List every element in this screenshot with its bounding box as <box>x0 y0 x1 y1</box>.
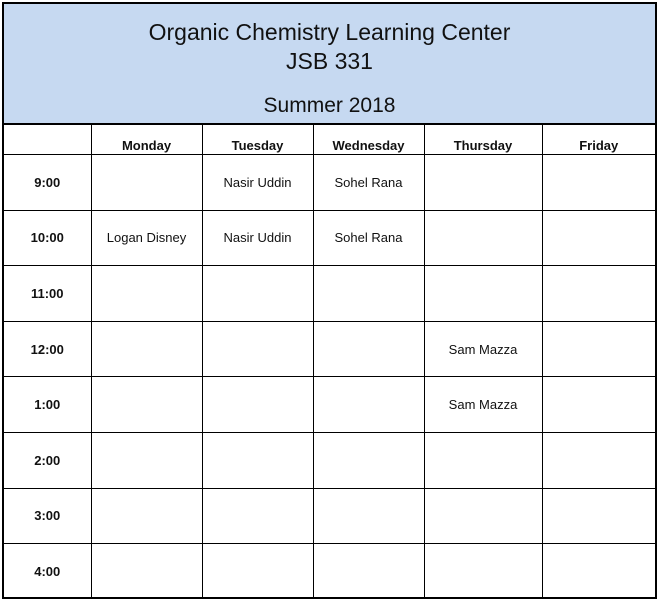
schedule-cell <box>202 321 313 377</box>
schedule-cell <box>202 377 313 433</box>
schedule-cell <box>91 321 202 377</box>
schedule-cell <box>91 432 202 488</box>
time-slot-label: 10:00 <box>4 210 91 266</box>
table-row <box>4 377 655 433</box>
schedule-cell: Nasir Uddin <box>202 155 313 211</box>
schedule-cell <box>424 488 542 544</box>
schedule-cell <box>313 544 424 600</box>
day-header-thursday: Thursday <box>424 125 542 155</box>
schedule-cell <box>313 377 424 433</box>
schedule-cell <box>424 432 542 488</box>
schedule-cell: Sam Mazza <box>424 377 542 433</box>
schedule-cell <box>313 321 424 377</box>
schedule-cell <box>202 432 313 488</box>
schedule-cell <box>424 155 542 211</box>
schedule-cell: Nasir Uddin <box>202 210 313 266</box>
schedule-cell <box>202 488 313 544</box>
time-slot-label: 3:00 <box>4 488 91 544</box>
table-row <box>4 432 655 488</box>
time-slot-label: 4:00 <box>4 544 91 600</box>
schedule-cell <box>542 544 655 600</box>
time-slot-label: 12:00 <box>4 321 91 377</box>
schedule-cell: Logan Disney <box>91 210 202 266</box>
schedule-cell <box>542 155 655 211</box>
schedule-cell <box>91 155 202 211</box>
day-header-wednesday: Wednesday <box>313 125 424 155</box>
center-title: Organic Chemistry Learning Center <box>148 19 511 45</box>
day-header-friday: Friday <box>542 125 655 155</box>
term-label: Summer 2018 <box>263 94 396 117</box>
day-header-row <box>4 125 655 155</box>
schedule-cell <box>424 210 542 266</box>
corner-cell <box>4 125 91 155</box>
schedule-cell <box>542 321 655 377</box>
schedule-cell <box>542 210 655 266</box>
schedule-cell <box>313 488 424 544</box>
schedule-cell <box>91 488 202 544</box>
schedule-cell <box>202 266 313 322</box>
schedule-cell <box>424 544 542 600</box>
room-label: JSB 331 <box>286 48 373 74</box>
schedule-cell <box>542 432 655 488</box>
schedule-cell: Sam Mazza <box>424 321 542 377</box>
table-row <box>4 210 655 266</box>
table-row <box>4 321 655 377</box>
schedule-cell <box>91 266 202 322</box>
schedule-cell <box>542 266 655 322</box>
time-slot-label: 2:00 <box>4 432 91 488</box>
table-row <box>4 266 655 322</box>
schedule-cell <box>91 377 202 433</box>
time-slot-label: 11:00 <box>4 266 91 322</box>
schedule-cell <box>313 266 424 322</box>
time-slot-label: 9:00 <box>4 155 91 211</box>
schedule-table <box>4 125 655 599</box>
schedule-cell: Sohel Rana <box>313 155 424 211</box>
table-row <box>4 488 655 544</box>
schedule-cell <box>424 266 542 322</box>
schedule-cell <box>542 377 655 433</box>
schedule-sheet <box>2 2 657 599</box>
table-row <box>4 155 655 211</box>
schedule-cell: Sohel Rana <box>313 210 424 266</box>
table-row <box>4 544 655 600</box>
time-slot-label: 1:00 <box>4 377 91 433</box>
schedule-cell <box>542 488 655 544</box>
day-header-monday: Monday <box>91 125 202 155</box>
schedule-cell <box>91 544 202 600</box>
schedule-cell <box>202 544 313 600</box>
schedule-cell <box>313 432 424 488</box>
day-header-tuesday: Tuesday <box>202 125 313 155</box>
schedule-header <box>4 4 655 125</box>
